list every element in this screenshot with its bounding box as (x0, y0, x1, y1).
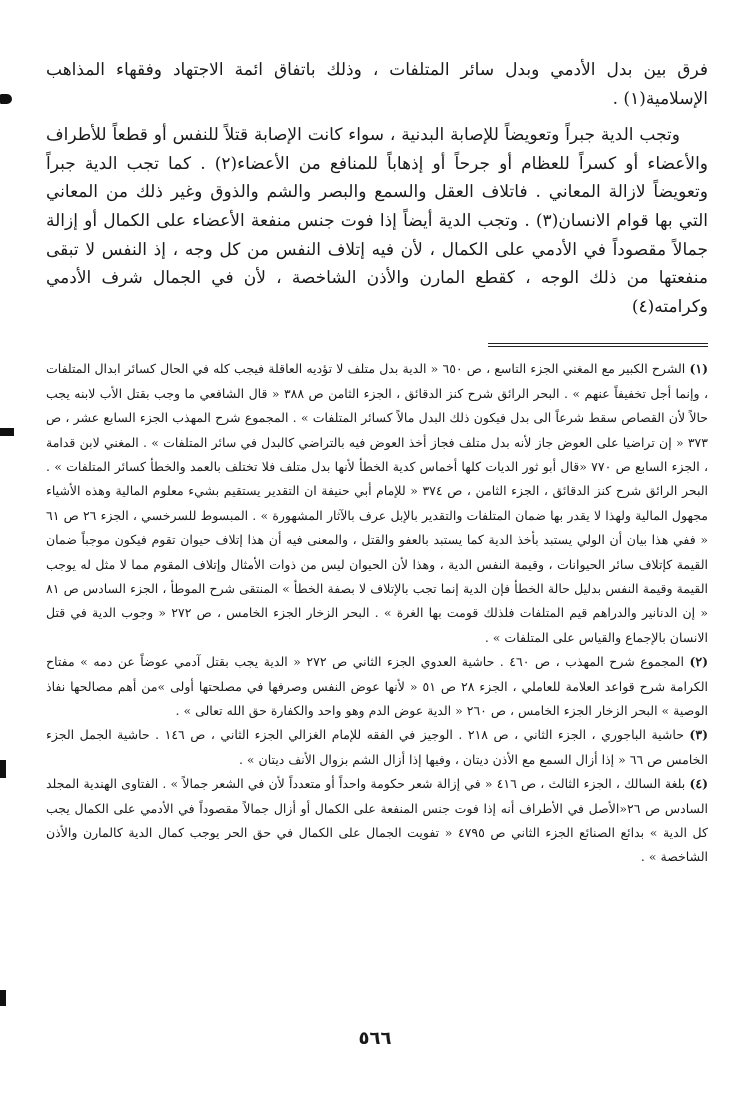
body-paragraph: وتجب الدية جبراً وتعويضاً للإصابة البدنية ، سواء كانت الإصابة قتلاً للنفس أو قطعاً للأطراف والأعضاء أو كسراً للعظام أو جرحاً أو إذهاباً للمنافع من الأعضاء(٢) . كما تجب الدية جبراً وتعويضاً لازالة المعاني . فاتلاف العقل والسمع والبصر والشم والذوق وغير ذلك من المعاني التي بها قوام الانسان(٣) . وتجب الدية أيضاً إذا فوت جنس منفعة الأعضاء على الكمال أو إزالة جمالاً مقصوداً في الأدمي على الكمال ، لأن فيه إتلاف النفس من كل وجه ، إذ النفس لا تبقى منفعتها من ذلك الوجه ، كقطع المارن والأذن الشاخصة ، لأن في الجمال شرف الأدمي وكرامته(٤) (46, 125, 709, 317)
scan-edge-mark (0, 990, 6, 1006)
footnote (46, 357, 708, 650)
main-text (46, 56, 708, 321)
scan-edge-mark (0, 94, 12, 104)
footnote (46, 772, 708, 870)
footnote-number: (٤) (689, 776, 709, 792)
body-paragraph: فرق بين بدل الأدمي وبدل سائر المتلفات ، وذلك باتفاق ائمة الاجتهاد وفقهاء المذاهب الإسلامية(١) . (46, 60, 708, 109)
document-page (46, 56, 708, 870)
footnotes (46, 357, 708, 870)
footnote-divider (488, 343, 708, 347)
footnote-text: حاشية الباجوري ، الجزء الثاني ، ص ٢١٨ . الوجيز في الفقه للإمام الغزالي الجزء الثاني ، ص ١٤٦ . حاشية الجمل الجزء الخامس ص ٦٦ « إذا أزال السمع مع الأذن ديتان ، وفيها إذا أزال الشم بزوال الأنف ديتان » . (46, 727, 708, 767)
footnote-number: (١) (689, 361, 708, 377)
scan-edge-mark (0, 760, 6, 778)
footnote-number: (٣) (689, 727, 708, 743)
footnote-text: بلغة السالك ، الجزء الثالث ، ص ٤١٦ « في إزالة شعر حكومة واحداً أو متعدداً لأن في الشعر جمالاً » . الفتاوى الهندية المجلد السادس ص ٢٦«الأصل في الأطراف أنه إذا فوت جنس المنفعة على الكمال أو أزال جمالاً مقصوداً في الأدمي على الكمال يجب كل الدية » بدائع الصنائع الجزء الثاني ص ٤٧٩٥ « تفويت الجمال على الكمال في حق الحر يوجب كمال الدية كالمارن والأذن الشاخصة » . (46, 776, 708, 865)
footnote (46, 650, 708, 723)
scan-edge-mark (0, 428, 14, 436)
footnote (46, 723, 708, 772)
footnote-number: (٢) (689, 654, 708, 670)
page-number: ٥٦٦ (358, 1028, 392, 1049)
footnote-text: الشرح الكبير مع المغني الجزء التاسع ، ص ٦٥٠ « الدية بدل متلف لا تؤديه العاقلة فيجب كله في الحال كسائر ابدال المتلفات ، وإنما أجل تخفيفاً عنهم » . البحر الرائق شرح كنز الدقائق ، الجزء الثامن ص ٣٨٨ « قال الشافعي ما وجب بقتل الأب لابنه يجب حالاً لأن القصاص سقط شرعاً الى بدل فيكون ذلك البدل مالاً كسائر المتلفات » . المجموع شرح المهذب الجزء السابع عشر ، ص ٣٧٣ « إن تراضيا على العوض جاز لأنه بدل متلف فجاز أخذ العوض فيه بالتراضي كالبدل في سائر المتلفات » . المغني لابن قدامة ، الجزء السابع ص ٧٧٠ «قال أبو ثور الديات كلها أخماس كدية الخطأ لأنها بدل متلف فلا تختلف بالعمد والخطأ كسائر المتلفات » . البحر الرائق شرح كنز الدقائق ، الجزء الثامن ، ص ٣٧٤ « للإمام أبي حنيفة ان التقدير يستقيم بشيء معلوم المالية وهذه الأشياء مجهول المالية ولهذا لا يقدر بها ضمان المتلفات والتقدير بالإبل عرف بالآثار المشهورة » . المبسوط للسرخسي ، الجزء ٢٦ ص ٦١ « ففي هذا بيان أن الولي يستبد بأخذ الدية كما يستبد بالعفو والقتل ، والمعنى فيه أن هذا إتلاف حيوان تقوم فيكون موجباً ضمان القيمة كإتلاف سائر الحيوانات ، وقيمة النفس الدية ، وهذا لأن الحيوان ليس من ذوات الأمثال وإتلاف المقوم مما لا مثل له يوجب القيمة وقيمة النفس بدليل حالة الخطأ فإن الدية إنما تجب بالإتلاف لا بصفة الخطأ » المنتقى شرح الموطأ ، الجزء السادس ص ٨١ « إن الدنانير والدراهم قيم المتلفات فلذلك قومت بها الغرة » . البحر الزخار الجزء الخامس ، ص ٢٧٢ « وجوب الدية في قتل الانسان بالإجماع والقياس على المتلفات » . (46, 361, 709, 645)
footnote-text: المجموع شرح المهذب ، ص ٤٦٠ . حاشية العدوي الجزء الثاني ص ٢٧٢ « الدية يجب بقتل آدمي عوضاً عن دمه » مفتاح الكرامة شرح قواعد العلامة للعاملي ، الجزء ٢٨ ص ٥١ « لأنها عوض النفس وصرفها في مصلحتها أولى »من أهم مصالحها نفاذ الوصية » البحر الزخار الجزء الخامس ، ص ٢٦٠ « الدية عوض الدم وهو واحد والكفارة حق الله تعالى » . (46, 654, 708, 719)
